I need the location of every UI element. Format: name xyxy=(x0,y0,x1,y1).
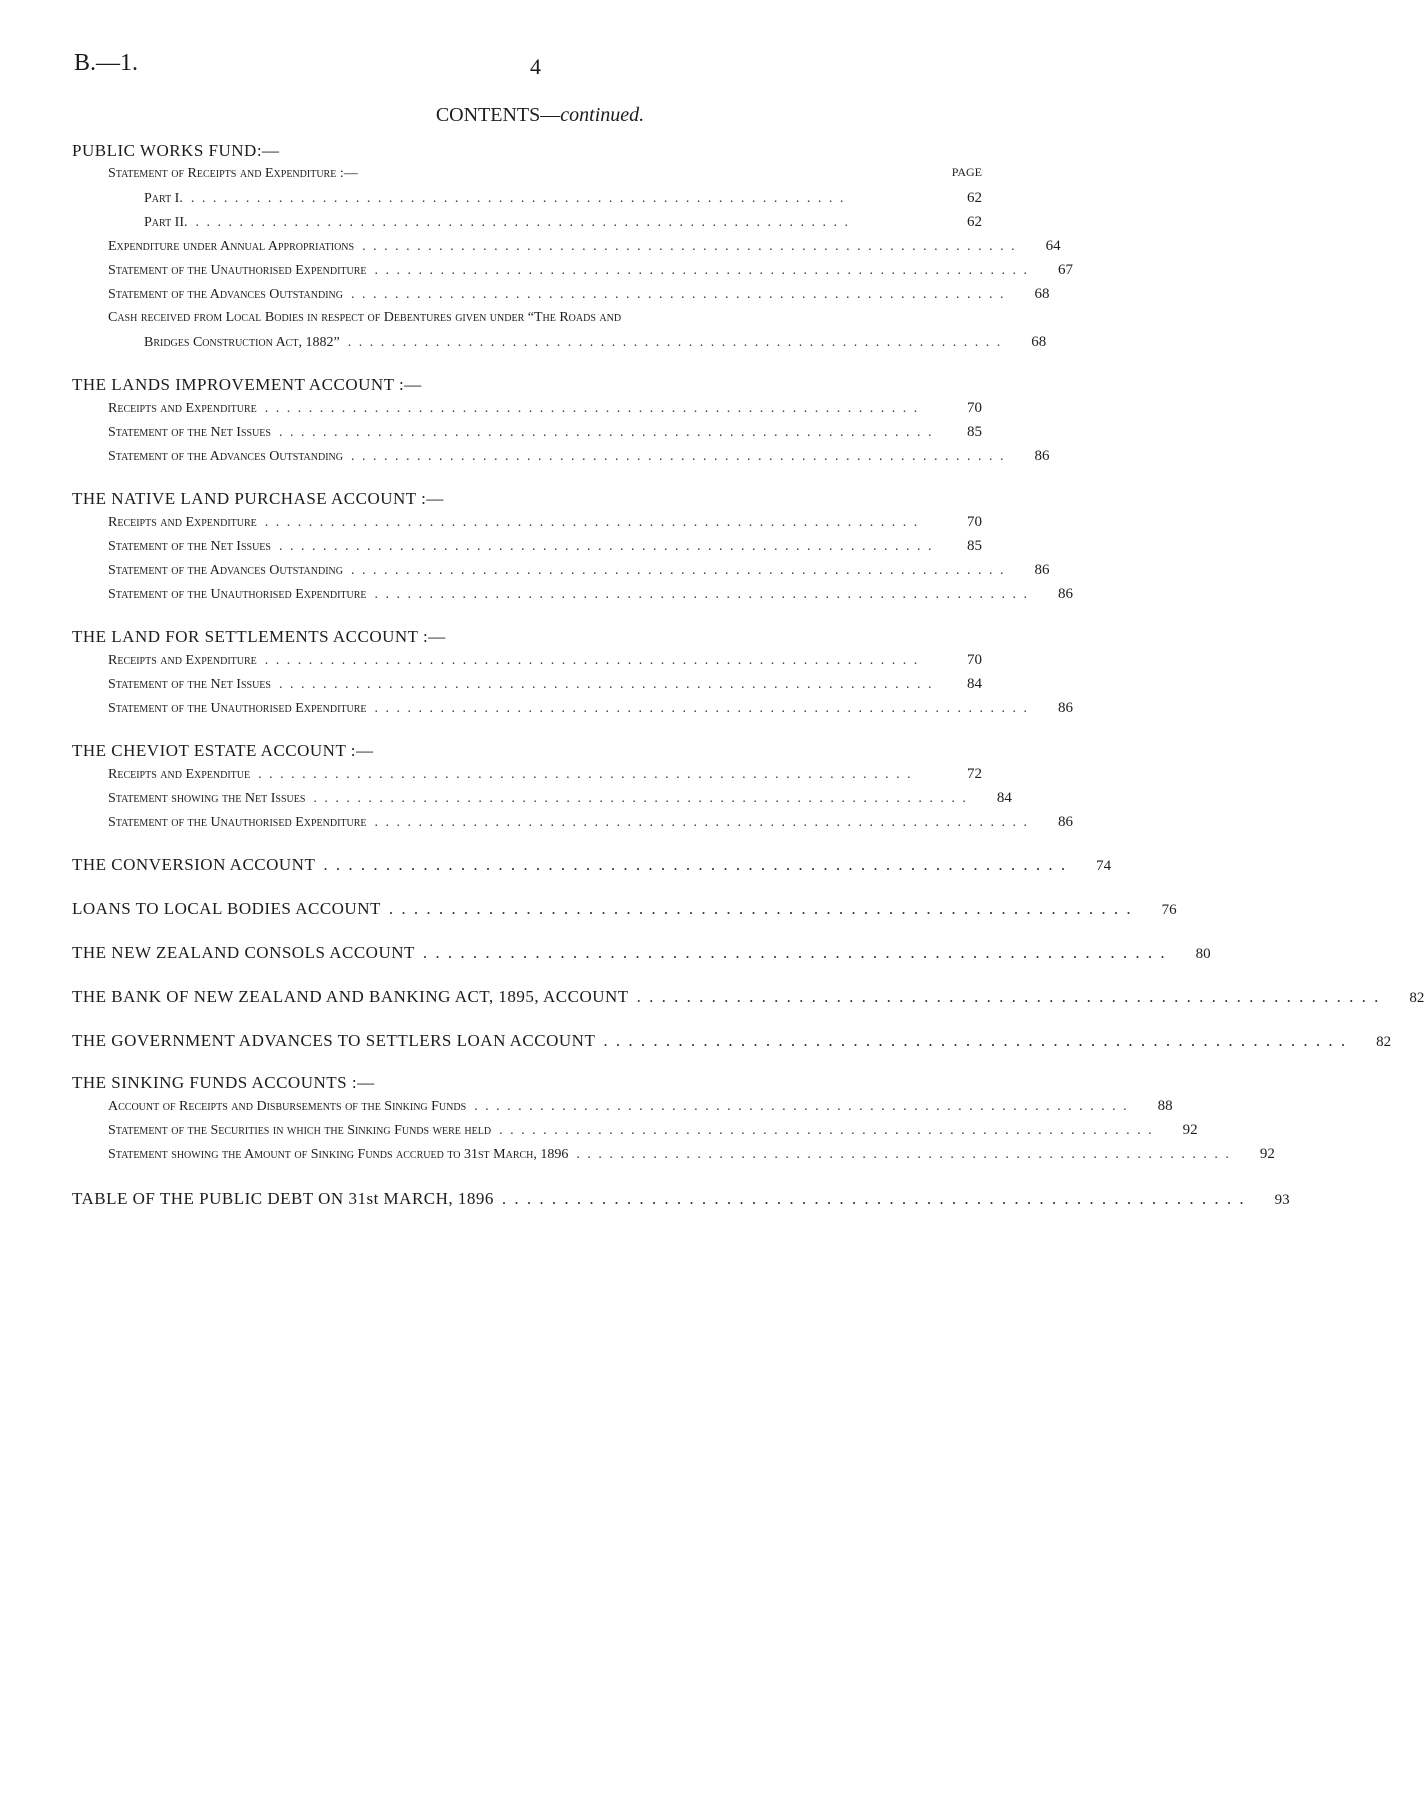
toc-entry xyxy=(72,420,982,444)
toc-entry xyxy=(72,510,982,534)
toc-entry-page: 86 xyxy=(1058,586,1074,602)
toc-entry-page: 72 xyxy=(967,766,982,782)
section-heading-land-settlements: THE LAND FOR SETTLEMENTS ACCOUNT :— xyxy=(72,627,446,646)
toc-entry-label: THE CONVERSION ACCOUNT xyxy=(72,855,316,874)
dot-leader: . . . . . . . . . . . . . . . . . . . . . . . . . . . . . . . . . . . . . . . . . . . . . . . . . . . . . . . . . . . . xyxy=(351,563,1006,578)
dot-leader: . . . . . . . . . . . . . . . . . . . . . . . . . . . . . . . . . . . . . . . . . . . . . . . . . . . . . . . . . . . . xyxy=(264,401,920,416)
dot-leader: . . . . . . . . . . . . . . . . . . . . . . . . . . . . . . . . . . . . . . . . . . . . . . . . . . . . . . . . . . . . xyxy=(278,677,934,692)
toc-entry-label: Receipts and Expenditure xyxy=(108,401,257,416)
toc-entry xyxy=(72,558,1050,582)
dot-leader: . . . . . . . . . . . . . . . . . . . . . . . . . . . . . . . . . . . . . . . . . . . . . . . . . . . . . . . . . . . . xyxy=(195,215,851,230)
toc-entry-page: 67 xyxy=(1058,262,1074,278)
toc-entry-label: THE NEW ZEALAND CONSOLS ACCOUNT xyxy=(72,943,415,962)
page-column-label: PAGE xyxy=(951,165,982,179)
toc-entry-page: 64 xyxy=(1045,238,1061,254)
toc-entry xyxy=(72,786,1012,810)
dot-leader: . . . . . . . . . . . . . . . . . . . . . . . . . . . . . . . . . . . . . . . . . . . . . . . . . . . . . . . . . . . . xyxy=(362,239,1017,254)
dot-leader: . . . . . . . . . . . . . . . . . . . . . . . . . . . . . . . . . . . . . . . . . . . . . . . . . . . . . . . . . . . . xyxy=(278,539,934,554)
toc-entry-page: 82 xyxy=(1409,990,1424,1006)
dot-leader: . . . . . . . . . . . . . . . . . . . . . . . . . . . . . . . . . . . . . . . . . . . . . . . . . . . . . . . . . . . . xyxy=(501,1189,1246,1208)
toc-entry-page: 70 xyxy=(967,652,982,668)
toc-entry-page: 82 xyxy=(1376,1034,1392,1050)
document-reference: B.—1. xyxy=(74,50,139,76)
section-heading-cheviot: THE CHEVIOT ESTATE ACCOUNT :— xyxy=(72,741,374,760)
toc-entry-label: Expenditure under Annual Appropriations xyxy=(108,239,355,254)
dot-leader: . . . . . . . . . . . . . . . . . . . . . . . . . . . . . . . . . . . . . . . . . . . . . . . . . . . . . . . . . . . . xyxy=(258,767,913,782)
toc-entry xyxy=(72,762,982,786)
toc-entry-page: 85 xyxy=(967,424,982,440)
dot-leader: . . . . . . . . . . . . . . . . . . . . . . . . . . . . . . . . . . . . . . . . . . . . . . . . . . . . . . . . . . . . xyxy=(278,425,934,440)
toc-entry-label: Statement of the Advances Outstanding xyxy=(108,563,343,578)
dot-leader: . . . . . . . . . . . . . . . . . . . . . . . . . . . . . . . . . . . . . . . . . . . . . . . . . . . . . . . . . . . . xyxy=(351,449,1006,464)
toc-entry-label: Statement of the Unauthorised Expenditure xyxy=(108,815,367,830)
toc-entry-label: Part I. xyxy=(144,191,183,206)
dot-leader: . . . . . . . . . . . . . . . . . . . . . . . . . . . . . . . . . . . . . . . . . . . . . . . . . . . . . . . . . . . . xyxy=(264,515,920,530)
toc-entry-label: Receipts and Expenditue xyxy=(108,767,251,782)
toc-entry-page: 86 xyxy=(1058,814,1074,830)
dot-leader: . . . . . . . . . . . . . . . . . . . . . . . . . . . . . . . . . . . . . . . . . . . . . . . . . . . . . . . . . . . . xyxy=(603,1031,1348,1050)
toc-entry xyxy=(72,282,1050,306)
dot-leader: . . . . . . . . . . . . . . . . . . . . . . . . . . . . . . . . . . . . . . . . . . . . . . . . . . . . . . . . . . . . xyxy=(347,335,1003,350)
statement-receipts-label: Statement of Receipts and Expenditure :— xyxy=(108,166,358,181)
dot-leader: . . . . . . . . . . . . . . . . . . . . . . . . . . . . . . . . . . . . . . . . . . . . . . . . . . . . . . . . . . . . xyxy=(499,1123,1154,1138)
dot-leader: . . . . . . . . . . . . . . . . . . . . . . . . . . . . . . . . . . . . . . . . . . . . . . . . . . . . . . . . . . . . xyxy=(351,287,1006,302)
toc-entry xyxy=(72,1142,1275,1166)
toc-entry-page: 84 xyxy=(996,790,1012,806)
section-heading-lands-improvement: THE LANDS IMPROVEMENT ACCOUNT :— xyxy=(72,375,422,394)
table-of-contents xyxy=(72,140,1424,1212)
toc-entry xyxy=(72,258,1074,282)
toc-entry-page: 84 xyxy=(967,676,982,692)
toc-entry-label: Statement of the Net Issues xyxy=(108,539,271,554)
toc-entry-label: Statement of the Unauthorised Expenditure xyxy=(108,701,367,716)
toc-entry-page: 86 xyxy=(1034,562,1050,578)
toc-entry-label: Account of Receipts and Disbursements of the Sinking Funds xyxy=(108,1099,467,1114)
toc-entry xyxy=(72,396,982,420)
toc-entry xyxy=(72,810,1074,834)
toc-entry-page: 93 xyxy=(1274,1192,1290,1208)
page-number: 4 xyxy=(530,54,541,79)
toc-entry-label: Receipts and Expenditure xyxy=(108,653,257,668)
toc-entry-page: 85 xyxy=(967,538,982,554)
toc-entry-label: Statement of the Net Issues xyxy=(108,425,271,440)
dot-leader: . . . . . . . . . . . . . . . . . . . . . . . . . . . . . . . . . . . . . . . . . . . . . . . . . . . . . . . . . . . . xyxy=(323,855,1068,874)
toc-entry-page: 70 xyxy=(967,400,982,416)
toc-entry-page: 80 xyxy=(1195,946,1211,962)
toc-entry xyxy=(72,444,1050,468)
title-main: CONTENTS— xyxy=(435,104,561,126)
toc-entry-label: Receipts and Expenditure xyxy=(108,515,257,530)
toc-entry-page: 86 xyxy=(1034,448,1050,464)
toc-entry-label: Cash received from Local Bodies in respect of Debentures given under “The Roads and xyxy=(108,310,622,325)
toc-entry-page: 70 xyxy=(967,514,982,530)
toc-entry-label: Statement showing the Net Issues xyxy=(108,791,306,806)
dot-leader: . . . . . . . . . . . . . . . . . . . . . . . . . . . . . . . . . . . . . . . . . . . . . . . . . . . . . . . . . . . . xyxy=(374,263,1030,278)
toc-entry-single xyxy=(72,940,1211,966)
toc-entry-label: Statement showing the Amount of Sinking Funds accrued to 31st March, 1896 xyxy=(108,1147,569,1162)
dot-leader: . . . . . . . . . . . . . . . . . . . . . . . . . . . . . . . . . . . . . . . . . . . . . . . . . . . . . . . . . . . . xyxy=(422,943,1167,962)
toc-entry-page: 76 xyxy=(1161,902,1177,918)
toc-entry-public-debt xyxy=(72,1186,1290,1212)
section-heading-native-land: THE NATIVE LAND PURCHASE ACCOUNT :— xyxy=(72,489,444,508)
dot-leader: . . . . . . . . . . . . . . . . . . . . . . . . . . . . . . . . . . . . . . . . . . . . . . . . . . . . . . . . . . . . xyxy=(374,587,1030,602)
toc-entry xyxy=(72,330,1047,354)
toc-entry xyxy=(72,234,1061,258)
toc-entry-label: Part II. xyxy=(144,215,188,230)
toc-entry-single xyxy=(72,852,1112,878)
toc-entry xyxy=(72,696,1074,720)
toc-entry-page: 86 xyxy=(1058,700,1074,716)
dot-leader: . . . . . . . . . . . . . . . . . . . . . . . . . . . . . . . . . . . . . . . . . . . . . . . . . . . . . . . . . . . . xyxy=(313,791,968,806)
toc-entry-single xyxy=(72,896,1177,922)
toc-entry-cash-line1 xyxy=(72,306,982,330)
toc-entry xyxy=(72,186,982,210)
dot-leader: . . . . . . . . . . . . . . . . . . . . . . . . . . . . . . . . . . . . . . . . . . . . . . . . . . . . . . . . . . . . xyxy=(474,1099,1129,1114)
dot-leader: . . . . . . . . . . . . . . . . . . . . . . . . . . . . . . . . . . . . . . . . . . . . . . . . . . . . . . . . . . . . xyxy=(576,1147,1231,1162)
toc-entry-label: THE GOVERNMENT ADVANCES TO SETTLERS LOAN ACCOUNT xyxy=(72,1031,596,1050)
toc-entry-label: Statement of the Advances Outstanding xyxy=(108,287,343,302)
toc-entry-page: 92 xyxy=(1182,1122,1198,1138)
toc-entry-label: TABLE OF THE PUBLIC DEBT ON 31st MARCH, 1896 xyxy=(72,1189,494,1208)
toc-entry xyxy=(72,1094,1173,1118)
toc-entry xyxy=(72,648,982,672)
toc-entry-page: 88 xyxy=(1157,1098,1173,1114)
dot-leader: . . . . . . . . . . . . . . . . . . . . . . . . . . . . . . . . . . . . . . . . . . . . . . . . . . . . . . . . . . . . xyxy=(190,191,846,206)
toc-entry-label: Statement of the Securities in which the Sinking Funds were held xyxy=(108,1123,492,1138)
section-heading-sinking-funds: THE SINKING FUNDS ACCOUNTS :— xyxy=(72,1073,375,1092)
statement-receipts-row xyxy=(72,162,982,186)
dot-leader: . . . . . . . . . . . . . . . . . . . . . . . . . . . . . . . . . . . . . . . . . . . . . . . . . . . . . . . . . . . . xyxy=(636,987,1381,1006)
toc-entry-single xyxy=(72,984,1424,1010)
toc-entry-page: 92 xyxy=(1259,1146,1275,1162)
toc-entry-page: 74 xyxy=(1096,858,1112,874)
dot-leader: . . . . . . . . . . . . . . . . . . . . . . . . . . . . . . . . . . . . . . . . . . . . . . . . . . . . . . . . . . . . xyxy=(374,815,1030,830)
dot-leader: . . . . . . . . . . . . . . . . . . . . . . . . . . . . . . . . . . . . . . . . . . . . . . . . . . . . . . . . . . . . xyxy=(264,653,920,668)
toc-entry xyxy=(72,534,982,558)
dot-leader: . . . . . . . . . . . . . . . . . . . . . . . . . . . . . . . . . . . . . . . . . . . . . . . . . . . . . . . . . . . . xyxy=(374,701,1030,716)
toc-entry-label: LOANS TO LOCAL BODIES ACCOUNT xyxy=(72,899,381,918)
toc-entry-label: Bridges Construction Act, 1882” xyxy=(144,335,340,350)
toc-entry-label: Statement of the Unauthorised Expenditure xyxy=(108,587,367,602)
toc-entry-label: THE BANK OF NEW ZEALAND AND BANKING ACT, 1895, ACCOUNT xyxy=(72,987,629,1006)
toc-entry-page: 68 xyxy=(1031,334,1047,350)
toc-entry-label: Statement of the Net Issues xyxy=(108,677,271,692)
toc-entry-page: 68 xyxy=(1034,286,1050,302)
contents-title xyxy=(0,104,1080,127)
toc-entry xyxy=(72,672,982,696)
section-heading-public-works: PUBLIC WORKS FUND:— xyxy=(72,141,280,160)
toc-entry-page: 62 xyxy=(967,190,982,206)
toc-entry-page: 62 xyxy=(967,214,982,230)
toc-entry xyxy=(72,1118,1198,1142)
toc-entry xyxy=(72,210,982,234)
toc-entry-label: Statement of the Unauthorised Expenditure xyxy=(108,263,367,278)
toc-entry xyxy=(72,582,1074,606)
dot-leader: . . . . . . . . . . . . . . . . . . . . . . . . . . . . . . . . . . . . . . . . . . . . . . . . . . . . . . . . . . . . xyxy=(388,899,1133,918)
toc-entry-single xyxy=(72,1028,1392,1054)
toc-entry-label: Statement of the Advances Outstanding xyxy=(108,449,343,464)
title-continued: continued. xyxy=(560,104,645,126)
